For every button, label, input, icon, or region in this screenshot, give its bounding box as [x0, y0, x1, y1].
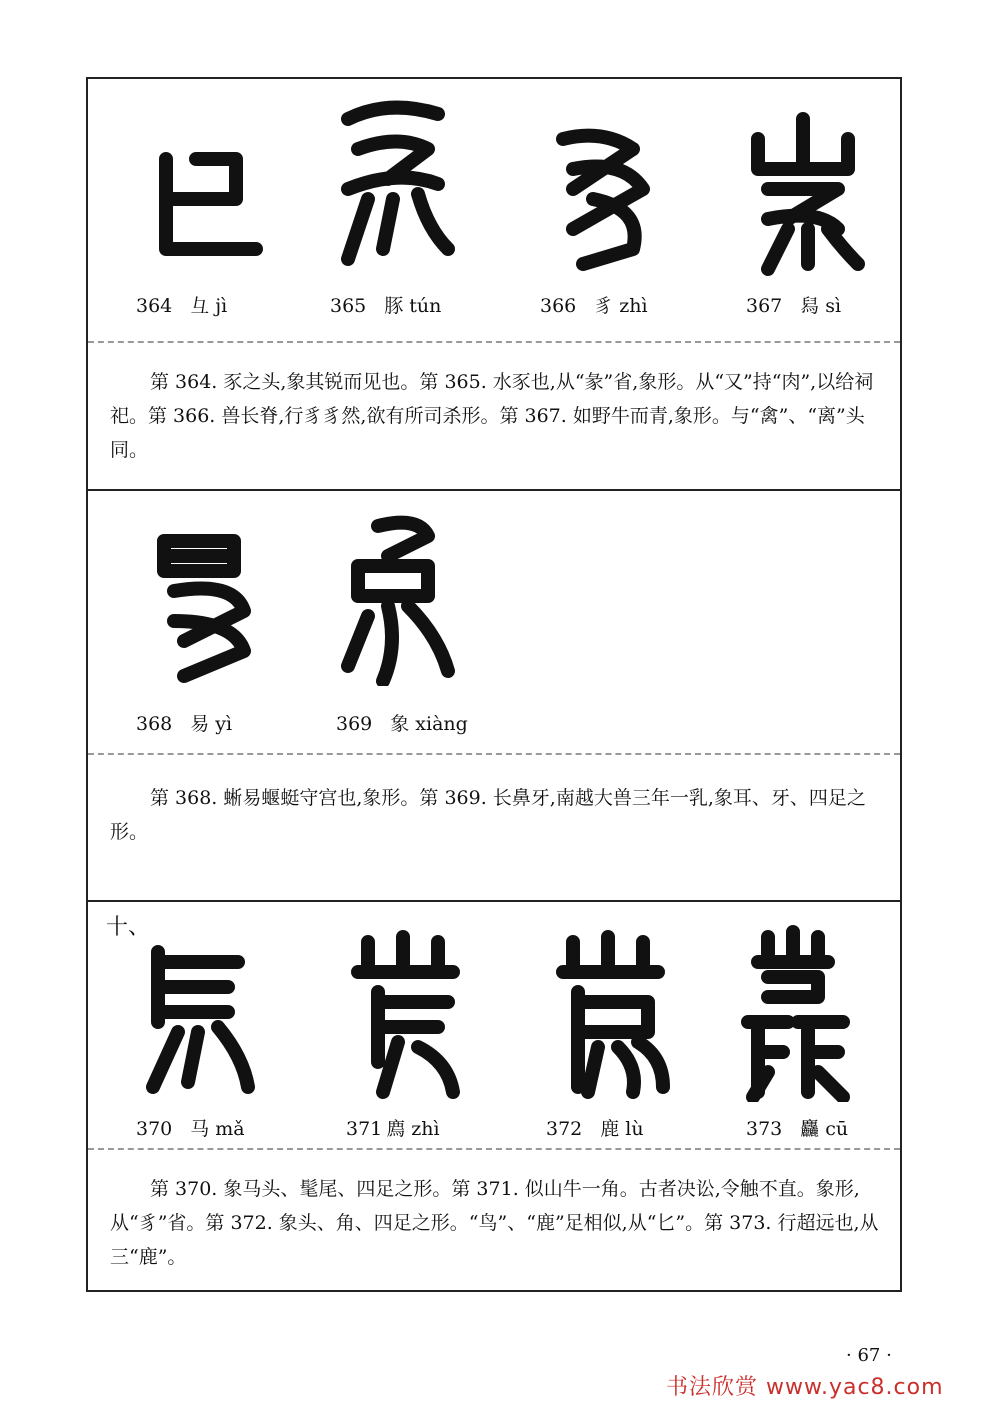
site-watermark: 书法欣赏 www.yac8.com [666, 1375, 944, 1400]
seal-glyph-367 [738, 99, 868, 279]
seal-glyph-368 [134, 511, 264, 691]
page-frame [86, 77, 902, 1292]
entry-pinyin: xiàng [415, 713, 468, 735]
page-number: · 67 · [846, 1345, 892, 1366]
entry-pinyin: mǎ [215, 1118, 245, 1140]
entry-number: 370 [136, 1118, 173, 1140]
seal-glyph-365 [328, 89, 458, 269]
entry-caption-368 [136, 709, 232, 736]
entry-character: 象 [390, 713, 410, 735]
entry-pinyin: tún [409, 295, 442, 317]
entry-caption-371 [346, 1114, 440, 1141]
seal-glyph-371 [338, 922, 468, 1102]
section-368-369 [88, 489, 900, 902]
entry-caption-366 [540, 291, 648, 318]
dashed-divider [88, 341, 900, 343]
section-370-373 [88, 900, 900, 1294]
seal-glyph-373 [728, 922, 858, 1102]
entry-pinyin: zhì [411, 1118, 440, 1140]
entry-caption-369 [336, 709, 468, 736]
explanation-paragraph: 第 370. 象马头、髦尾、四足之形。第 371. 似山牛一角。古者决讼,令触不直。象形,从“豸”省。第 372. 象头、角、四足之形。“鸟”、“鹿”足相似,从“匕”。第 373. 行超远也,从三“鹿”。 [110, 1178, 879, 1268]
entry-pinyin: sì [825, 295, 842, 317]
entry-character: 麤 [800, 1118, 820, 1140]
entry-character: 马 [190, 1118, 210, 1140]
entry-character: 豚 [384, 295, 404, 317]
seal-glyph-372 [543, 922, 673, 1102]
entry-character: 舄 [800, 295, 820, 317]
entry-character: 易 [190, 713, 210, 735]
entry-caption-367 [746, 291, 841, 318]
explanation-paragraph: 第 364. 豕之头,象其锐而见也。第 365. 水豕也,从“彖”省,象形。从“又”持“肉”,以给祠祀。第 366. 兽长脊,行豸豸然,欲有所司杀形。第 367. 如野牛而青,象形。与“禽”、“离”头同。 [110, 371, 874, 461]
section-364-367 [88, 79, 900, 489]
entry-caption-372 [546, 1114, 644, 1141]
entry-pinyin: cū [825, 1118, 849, 1140]
dashed-divider [88, 1148, 900, 1150]
seal-glyph-370 [128, 922, 258, 1102]
entry-pinyin: yì [215, 713, 233, 735]
entry-caption-365 [330, 291, 441, 318]
entry-number: 373 [746, 1118, 783, 1140]
explanation-paragraph: 第 368. 蜥易蝘蜓守宫也,象形。第 369. 长鼻牙,南越大兽三年一乳,象耳、牙、四足之形。 [110, 787, 866, 843]
entry-character: 廌 [386, 1118, 406, 1140]
section-marker: 十、 [106, 915, 151, 940]
seal-glyph-369 [328, 506, 458, 686]
entry-number: 365 [330, 295, 367, 317]
dashed-divider [88, 753, 900, 755]
entry-caption-364 [136, 291, 227, 318]
entry-number: 364 [136, 295, 173, 317]
entry-caption-373 [746, 1114, 848, 1141]
seal-glyph-364 [136, 99, 266, 279]
entry-character: 鹿 [600, 1118, 620, 1140]
entry-pinyin: lù [625, 1118, 644, 1140]
seal-glyph-366 [533, 99, 663, 279]
entry-pinyin: zhì [619, 295, 648, 317]
entry-number: 368 [136, 713, 173, 735]
entry-number: 371 [346, 1118, 383, 1140]
entry-number: 366 [540, 295, 577, 317]
entry-number: 369 [336, 713, 373, 735]
entry-pinyin: jì [215, 295, 228, 317]
entry-number: 367 [746, 295, 783, 317]
entry-number: 372 [546, 1118, 583, 1140]
entry-character: 彑 [190, 295, 210, 317]
entry-character: 豸 [594, 295, 614, 317]
entry-caption-370 [136, 1114, 245, 1141]
